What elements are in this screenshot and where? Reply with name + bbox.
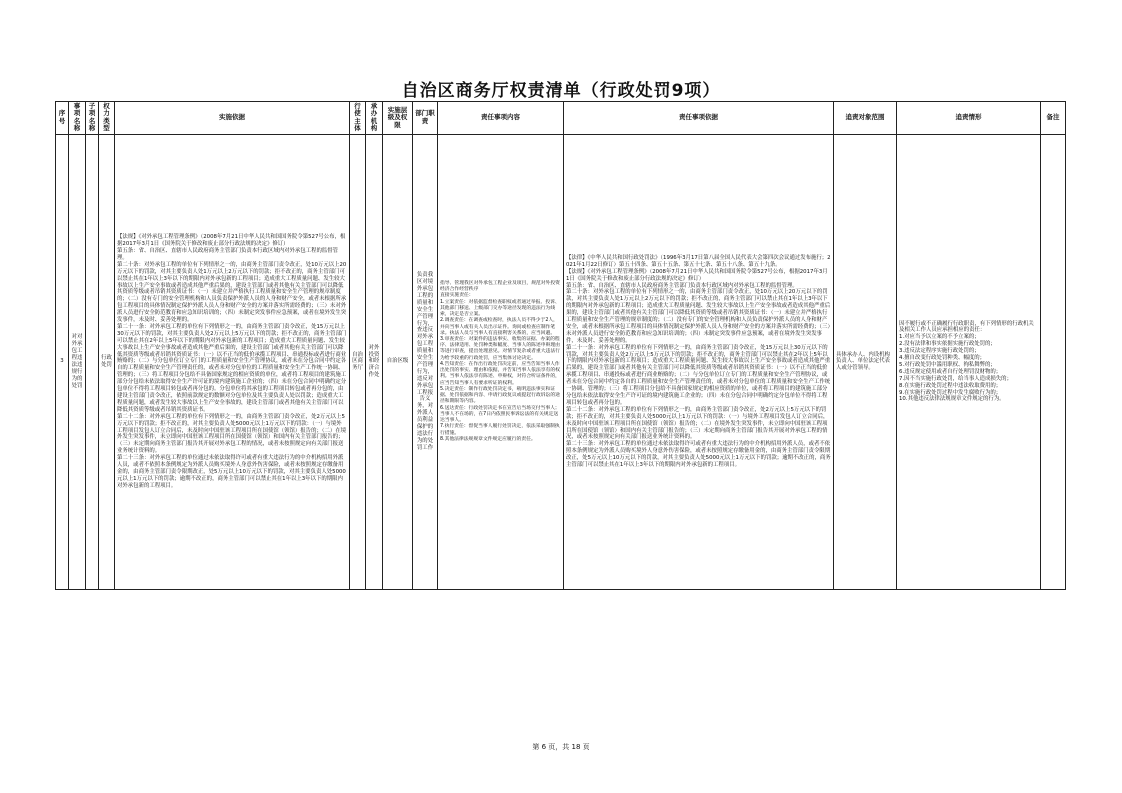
header-dept-duty: 部门职责: [413, 102, 438, 135]
header-sub-item-name: 子项名称: [86, 102, 99, 135]
header-item-name: 事项名称: [69, 102, 86, 135]
responsibility-summary: 指导、管理我区对外承包工程企业及项目，规范对外投资经济合作经营秩序: [440, 280, 560, 293]
header-power-type: 权力类型: [99, 102, 115, 135]
cell-remarks: [1041, 134, 1066, 589]
header-legal-basis: 实施依据: [115, 102, 350, 135]
cell-seq: 3: [56, 134, 69, 589]
cell-responsibility-content: [438, 134, 564, 589]
header-accountability-scope: 追责对象范围: [834, 102, 897, 135]
cell-legal-basis: 【法规】《对外承包工程管理条例》（2008年7月21日中华人民共和国国务院令第527号公布，根据2017年3月1日《国务院关于修改和废止部分行政法规的决定》修订） 第五条：省、自治区、直辖市人民政府商务主管部门负责本行政区域内对外承包工程的监督管理。 第二十条：对外承包工程的单位有下列情形之一的，由商务主管部门责令改正，处10万元以上20万元以下的罚款，对其主要负责人处1万元以上2万元以下的罚款；拒不改正的，商务主管部门可以禁止其在1年以上3年以下的期限内对外承包新的工程项目；造成重大工程质量问题、发生较大事故以上生产安全事故或者造成其他严重后果的，建设主管部门或者其他有关主管部门可以降低其资质等级或者吊销其资质证书：（一）未建立并严格执行工程质量和安全生产管理的规章制度的；（二）没有专门的安全管理机构和人员负责保护外派人员的人身和财产安全，或者未根据所承包工程项目的具体情况制定保护外派人员人身和财产安全的方案并落实所需经费的；（三）未对外派人员进行安全防范教育和应急知识培训的；（四）未制定突发事件应急预案，或者在境外发生突发事件，未及时、妥善处理的。 第二十一条：对外承包工程的单位有下列情形之一的，由商务主管部门责令改正，处15万元以上30万元以下的罚款，对其主要负责人处2万元以上5万元以下的罚款；拒不改正的，商务主管部门可以禁止其在2年以上5年以下的期限内对外承包新的工程项目；造成重大工程质量问题、发生较大事故以上生产安全事故或者造成其他严重后果的，建设主管部门或者其他有关主管部门可以降低其资质等级或者吊销其资质证书：（一）以不正当的低价承揽工程项目、串通投标或者进行商业贿赂的；（二）与分包单位订立专门的工程质量和安全生产管理协议，或者未在分包合同中约定各自的工程质量和安全生产管理责任的，或者未对分包单位的工程质量和安全生产工作统一协调、管理的；（三）将工程项目分包给不具备国家规定的相应资质的单位，或者将工程项目的建筑施工部分分包给未依法取得安全生产许可证的境内建筑施工企业的；（四）未在分包合同中明确约定分包单位不得将工程项目转包或者再分包的。分包单位将其承包的工程项目转包或者再分包的，由建设主管部门责令改正，依照前款规定的数额对分包单位及其主要负责人处以罚款；造成重大工程质量问题，或者发生较大事故以上生产安全事故的，建设主管部门或者其他有关主管部门可以降低其资质等级或者吊销其资质证书。 第二十二条：对外承包工程的单位有下列情形之一的，由商务主管部门责令改正，处2万元以上5万元以下的罚款；拒不改正的，对其主要负责人处5000元以上1万元以下的罚款：（一）与境外工程项目发包人订立合同后，未及时向中国驻该工程项目所在国使馆（领馆）报告的；（二）在境外发生突发事件，未立即向中国驻该工程项目所在国使馆（领馆）和国内有关主管部门报告的；（三）未定期向商务主管部门报告其开展对外承包工程的情况，或者未按照规定向有关部门报送业务统计资料的。 第二十三条：对外承包工程的单位通过未依法取得许可或者有重大违法行为的中介机构招用外派人员，或者不依照本条例规定为外派人员购买境外人身意外伤害保险，或者未按照规定存缴备用金的，由商务主管部门责令限期改正，处5万元以上10万元以下的罚款，对其主要负责人处5000元以上1万元以下的罚款；逾期不改正的，商务主管部门可以禁止其在1年以上3年以下的期限内对外承包新的工程项目。: [115, 134, 350, 589]
cell-accountability-scope: 具体承办人、内设机构负责人、单位法定代表人或分管领导。: [834, 134, 897, 589]
cell-power-type: 行政处罚: [99, 134, 115, 589]
cell-dept-duty: 负责我区对境外承包工程的质量和安全生产管理行为，查违反对外承包工程质量和安全生产管理行为，违反对外承包工程报告义务，对外派人员利益保护的违法行为的处罚工作: [413, 134, 438, 589]
header-remarks: 备注: [1041, 102, 1066, 135]
responsibility-steps: 直接实施责任： 1.立案责任：对依据监督检查职权或者通过举报、投诉、其他部门移送、上级部门交办等途径发现的违法行为线索，决定是否立案。 2.调查责任：在调查或检查时，执法人员不得少于2人，并向当事人或有关人员出示证件。询问或检查应制作笔录。执法人员与当事人有直接利害关系的，应当回避。 3.审查责任：对案件的违法事实、收集的证据、办案的程序、法律适用、处罚种类和幅度、当事人的陈述申辩理由等进行审查，提出处理意见。对情节复杂或者重大违法行为给予较重的行政处罚，应当集体讨论决定。 4.告知责任：在作出行政处罚决定前，应当告知当事人作出处罚的事实、理由和依据，并告知当事人依法享有的权利。当事人依法享有陈述、申辩权，对符合听证条件的，应当告知当事人有要求听证的权利。 5.决定责任：制作行政处罚决定书，载明违法事实和证据、处罚依据和内容、申请行政复议或提起行政诉讼的途径和期限等内容。 6.送达责任：行政处罚决定书在宣告后当场交付当事人；当事人不在场的，在7日内依照民事诉讼法的有关规定送达当事人。 7.执行责任：督促当事人履行处罚决定，依法采取强制执行措施。 8.其他法律法规规章文件规定应履行的责任。: [440, 293, 560, 442]
header-handling-org: 承办机构: [366, 102, 383, 135]
cell-item-name: 对对外承包工程违法违规行为的处罚: [69, 134, 86, 589]
table-row: [56, 134, 1066, 589]
cell-handling-org: 对外投资和经济合作处: [366, 134, 383, 589]
cell-sub-item-name: [86, 134, 99, 589]
header-level: 实施层级及权限: [383, 102, 413, 135]
cell-accountability-cases: 因不履行或不正确履行行政职责，有下列情形的行政机关及相关工作人员应承担相应的责任： 1.对应当予以立案的不予立案的； 2.没有法律和事实依据实施行政处罚的； 3.违反法定程序实施行政处罚的； 4.擅自改变行政处罚种类、幅度的； 5.对行政处罚中滥用职权、徇私舞弊的； 6.违反规定使用或者自行处理罚没财物的； 7.因不当实施行政处罚，给当事人造成损失的； 8.在实施行政处罚过程中违法收取费用的； 9.在实施行政处罚过程中发生腐败行为的； 10.其他违反法律法规规章文件规定的行为。: [897, 134, 1041, 589]
cell-subject: 自治区商务厅: [350, 134, 366, 589]
header-subject: 行使主体: [350, 102, 366, 135]
cell-responsibility-basis: 【法律】《中华人民共和国行政处罚法》（1996年3月17日第八届全国人民代表大会第四次会议通过发布施行；2021年1月22日修订）第五十四条、第五十五条、第五十七条、第五十八条、第五十九条。 【法规】《对外承包工程管理条例》（2008年7月21日中华人民共和国国务院令第527号公布，根据2017年3月1日《国务院关于修改和废止部分行政法规的决定》修订） 第五条：省、自治区、直辖市人民政府商务主管部门负责本行政区域内对外承包工程的监督管理。 第二十条：对外承包工程的单位有下列情形之一的，由商务主管部门责令改正，处10万元以上20万元以下的罚款，对其主要负责人处1万元以上2万元以下的罚款；拒不改正的，商务主管部门可以禁止其在1年以上3年以下的期限内对外承包新的工程项目；造成重大工程质量问题、发生较大事故以上生产安全事故或者造成其他严重后果的，建设主管部门或者其他有关主管部门可以降低其资质等级或者吊销其资质证书：（一）未建立并严格执行工程质量和安全生产管理的规章制度的；（二）没有专门的安全管理机构和人员负责保护外派人员的人身和财产安全，或者未根据所承包工程项目的具体情况制定保护外派人员人身和财产安全的方案并落实所需经费的；（三）未对外派人员进行安全防范教育和应急知识培训的；（四）未制定突发事件应急预案，或者在境外发生突发事件，未及时、妥善处理的。 第二十一条：对外承包工程的单位有下列情形之一的，由商务主管部门责令改正，处15万元以上30万元以下的罚款，对其主要负责人处2万元以上5万元以下的罚款；拒不改正的，商务主管部门可以禁止其在2年以上5年以下的期限内对外承包新的工程项目；造成重大工程质量问题、发生较大事故以上生产安全事故或者造成其他严重后果的，建设主管部门或者其他有关主管部门可以降低其资质等级或者吊销其资质证书：（一）以不正当的低价承揽工程项目、串通投标或者进行商业贿赂的；（二）与分包单位订立专门的工程质量和安全生产管理协议，或者未在分包合同中约定各自的工程质量和安全生产管理责任的，或者未对分包单位的工程质量和安全生产工作统一协调、管理的；（三）将工程项目分包给不具备国家规定的相应资质的单位，或者将工程项目的建筑施工部分分包给未依法取得安全生产许可证的境内建筑施工企业的；（四）未在分包合同中明确约定分包单位不得将工程项目转包或者再分包的。 第二十二条：对外承包工程的单位有下列情形之一的，由商务主管部门责令改正，处2万元以上5万元以下的罚款；拒不改正的，对其主要负责人处5000元以上1万元以下的罚款：（一）与境外工程项目发包人订立合同后，未及时向中国驻该工程项目所在国使馆（领馆）报告的；（二）在境外发生突发事件，未立即向中国驻该工程项目所在国使馆（领馆）和国内有关主管部门报告的；（三）未定期向商务主管部门报告其开展对外承包工程的情况，或者未按照规定向有关部门报送业务统计资料的。 第二十三条：对外承包工程的单位通过未依法取得许可或者有重大违法行为的中介机构招用外派人员，或者不依照本条例规定为外派人员购买境外人身意外伤害保险，或者未按照规定存缴备用金的，由商务主管部门责令限期改正，处5万元以上10万元以下的罚款，对其主要负责人处5000元以上1万元以下的罚款；逾期不改正的，商务主管部门可以禁止其在1年以上3年以下的期限内对外承包新的工程项目。: [564, 134, 834, 589]
header-seq: 序号: [56, 102, 69, 135]
responsibility-table: [55, 101, 1066, 590]
header-responsibility-basis: 责任事项依据: [564, 102, 834, 135]
page-footer: 第 6 页，共 18 页: [532, 743, 590, 751]
table-header-row: [56, 102, 1066, 135]
page-title: 自治区商务厅权责清单（行政处罚9项）: [401, 81, 721, 101]
header-accountability-cases: 追责情形: [897, 102, 1041, 135]
cell-level: 自治区级: [383, 134, 413, 589]
header-responsibility-content: 责任事项内容: [438, 102, 564, 135]
